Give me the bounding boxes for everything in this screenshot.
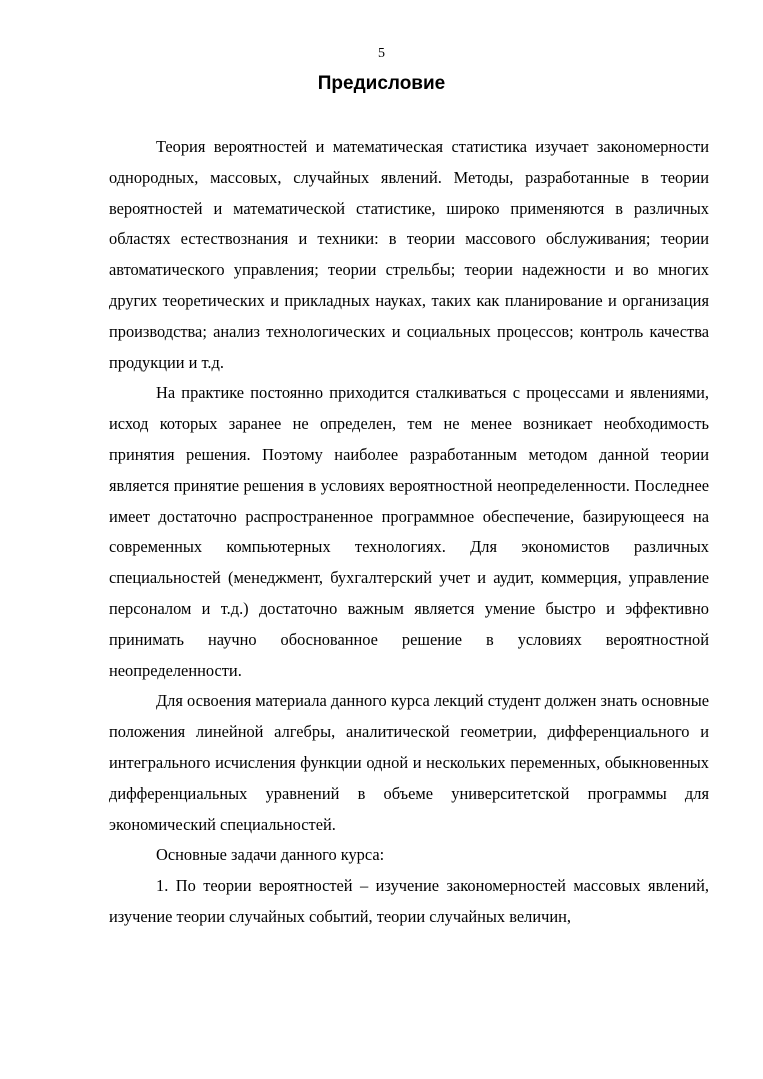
body-text	[109, 132, 709, 933]
paragraph-intro: Теория вероятностей и математическая статистика изучает закономерности однородных, массовых, случайных явлений. Методы, разработанные в теории вероятностей и математической статистике, широко применяются в различных областях естествознания и техники: в теории массового обслуживания; теории автоматического управления; теории стрельбы; теории надежности и во многих других теоретических и прикладных науках, таких как планирование и организация производства; анализ технологических и социальных процессов; контроль качества продукции и т.д.	[109, 137, 709, 372]
paragraph-task-1: 1. По теории вероятностей – изучение закономерностей массовых явлений, изучение теории случайных событий, теории случайных величин,	[109, 876, 709, 926]
page-title: Предисловие	[317, 73, 446, 94]
paragraph-prerequisites: Для освоения материала данного курса лекций студент должен знать основные положения линейной алгебры, аналитической геометрии, дифференциального и интегрального исчисления функции одной и нескольких переменных, обыкновенных дифференциальных уравнений в объеме университетской программы для экономический специальностей.	[109, 691, 709, 834]
paragraph-tasks-heading: Основные задачи данного курса:	[156, 845, 385, 865]
paragraph-practice: На практике постоянно приходится сталкиваться с процессами и явлениями, исход которых заранее не определен, тем не менее возникает необходимость принятия решения. Поэтому наиболее разработанным методом данной теории является принятие решения в условиях вероятностной неопределенности. Последнее имеет достаточно распространенное программное обеспечение, базирующееся на современных компьютерных технологиях. Для экономистов различных специальностей (менеджмент, бухгалтерский учет и аудит, коммерция, управление персоналом и т.д.) достаточно важным является умение быстро и эффективно принимать научно обоснованное решение в условиях вероятностной неопределенности.	[109, 383, 709, 680]
page-number: 5	[378, 46, 385, 61]
